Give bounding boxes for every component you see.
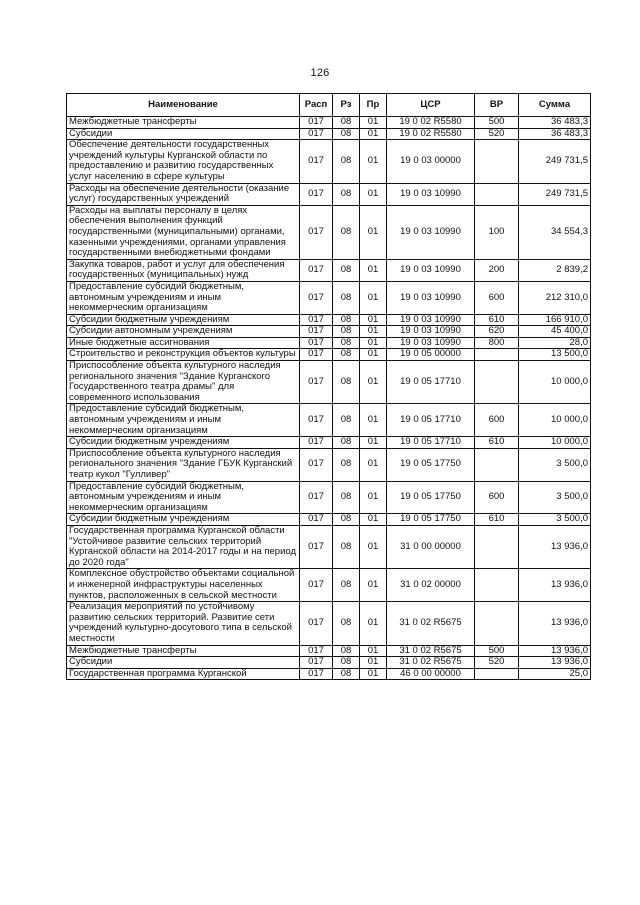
table-row — [67, 281, 591, 314]
cell-pr: 01 — [360, 448, 387, 481]
cell-vr — [475, 668, 519, 680]
cell-rz: 08 — [333, 404, 360, 437]
cell-rasp: 017 — [300, 117, 333, 129]
budget-table — [66, 93, 591, 680]
cell-rasp: 017 — [300, 602, 333, 645]
cell-csr: 19 0 03 10990 — [387, 205, 475, 259]
table-row — [67, 349, 591, 361]
cell-vr: 520 — [475, 657, 519, 669]
cell-rz: 08 — [333, 361, 360, 404]
cell-pr: 01 — [360, 117, 387, 129]
cell-csr: 19 0 03 10990 — [387, 183, 475, 205]
table-row — [67, 140, 591, 183]
cell-rasp: 017 — [300, 481, 333, 514]
cell-pr: 01 — [360, 437, 387, 449]
table-row — [67, 361, 591, 404]
table-row — [67, 525, 591, 568]
cell-sum: 13 936,0 — [519, 525, 591, 568]
cell-rasp: 017 — [300, 281, 333, 314]
cell-vr: 100 — [475, 205, 519, 259]
cell-vr: 620 — [475, 326, 519, 338]
cell-rz: 08 — [333, 314, 360, 326]
cell-name: Предоставление субсидий бюджетным, автономным учреждениям и иным некоммерческим организациям — [67, 281, 300, 314]
cell-rasp: 017 — [300, 183, 333, 205]
cell-name: Субсидии бюджетным учреждениям — [67, 514, 300, 526]
table-row — [67, 657, 591, 669]
table-row — [67, 448, 591, 481]
cell-vr: 610 — [475, 514, 519, 526]
cell-csr: 31 0 02 R5675 — [387, 602, 475, 645]
table-row — [67, 259, 591, 281]
cell-rz: 08 — [333, 183, 360, 205]
cell-vr — [475, 140, 519, 183]
cell-sum: 10 000,0 — [519, 437, 591, 449]
cell-name: Приспособление объекта культурного наследия регионального значения "Здание Курганского Государственного театра драмы" для современного использования — [67, 361, 300, 404]
cell-sum: 2 839,2 — [519, 259, 591, 281]
cell-csr: 31 0 02 R5675 — [387, 645, 475, 657]
cell-rz: 08 — [333, 140, 360, 183]
cell-rasp: 017 — [300, 668, 333, 680]
cell-vr: 600 — [475, 481, 519, 514]
cell-pr: 01 — [360, 404, 387, 437]
cell-csr: 19 0 05 17710 — [387, 404, 475, 437]
cell-rasp: 017 — [300, 645, 333, 657]
cell-csr: 31 0 00 00000 — [387, 525, 475, 568]
cell-rz: 08 — [333, 448, 360, 481]
cell-sum: 3 500,0 — [519, 481, 591, 514]
cell-rz: 08 — [333, 602, 360, 645]
cell-sum: 3 500,0 — [519, 448, 591, 481]
cell-pr: 01 — [360, 349, 387, 361]
table-row — [67, 514, 591, 526]
cell-sum: 3 500,0 — [519, 514, 591, 526]
cell-pr: 01 — [360, 183, 387, 205]
cell-pr: 01 — [360, 326, 387, 338]
column-header-vr: ВР — [475, 94, 519, 117]
cell-csr: 19 0 03 00000 — [387, 140, 475, 183]
cell-name: Предоставление субсидий бюджетным, автономным учреждениям и иным некоммерческим организациям — [67, 404, 300, 437]
cell-rasp: 017 — [300, 337, 333, 349]
cell-name: Субсидии автономным учреждениям — [67, 326, 300, 338]
cell-rasp: 017 — [300, 525, 333, 568]
cell-vr — [475, 569, 519, 602]
cell-rz: 08 — [333, 481, 360, 514]
cell-rasp: 017 — [300, 361, 333, 404]
cell-rz: 08 — [333, 259, 360, 281]
cell-rz: 08 — [333, 525, 360, 568]
table-row — [67, 205, 591, 259]
table-row — [67, 314, 591, 326]
cell-name: Субсидии бюджетным учреждениям — [67, 437, 300, 449]
cell-pr: 01 — [360, 259, 387, 281]
table-row — [67, 128, 591, 140]
cell-pr: 01 — [360, 645, 387, 657]
cell-vr — [475, 602, 519, 645]
cell-csr: 19 0 05 00000 — [387, 349, 475, 361]
cell-sum: 34 554,3 — [519, 205, 591, 259]
cell-pr: 01 — [360, 337, 387, 349]
cell-rz: 08 — [333, 117, 360, 129]
cell-rasp: 017 — [300, 657, 333, 669]
cell-name: Иные бюджетные ассигнования — [67, 337, 300, 349]
column-header-rasp: Расп — [300, 94, 333, 117]
cell-csr: 31 0 02 00000 — [387, 569, 475, 602]
cell-name: Межбюджетные трансферты — [67, 645, 300, 657]
cell-rz: 08 — [333, 337, 360, 349]
cell-pr: 01 — [360, 361, 387, 404]
cell-name: Приспособление объекта культурного наследия регионального значения "Здание ГБУК Курганский театр кукол "Гулливер" — [67, 448, 300, 481]
cell-pr: 01 — [360, 128, 387, 140]
cell-pr: 01 — [360, 525, 387, 568]
cell-vr: 800 — [475, 337, 519, 349]
cell-rasp: 017 — [300, 326, 333, 338]
cell-vr: 610 — [475, 437, 519, 449]
cell-name: Реализация мероприятий по устойчивому развитию сельских территорий. Развитие сети учреждений культурно-досугового типа в сельской местности — [67, 602, 300, 645]
cell-vr: 600 — [475, 404, 519, 437]
cell-csr: 19 0 05 17750 — [387, 448, 475, 481]
cell-name: Комплексное обустройство объектами социальной и инженерной инфраструктуры населенных пунктов, расположенных в сельской местности — [67, 569, 300, 602]
cell-name: Обеспечение деятельности государственных учреждений культуры Курганской области по предоставлению и развитию государственных услуг населению в сфере культуры — [67, 140, 300, 183]
cell-rz: 08 — [333, 569, 360, 602]
table-header-row — [67, 94, 591, 117]
cell-rz: 08 — [333, 349, 360, 361]
cell-vr: 610 — [475, 314, 519, 326]
cell-sum: 13 500,0 — [519, 349, 591, 361]
cell-name: Государственная программа Курганской области "Устойчивое развитие сельских территорий Курганской области на 2014-2017 годы и на период до 2020 года" — [67, 525, 300, 568]
cell-pr: 01 — [360, 657, 387, 669]
cell-csr: 19 0 05 17710 — [387, 361, 475, 404]
cell-csr: 19 0 03 10990 — [387, 337, 475, 349]
cell-vr: 500 — [475, 645, 519, 657]
cell-csr: 19 0 03 10990 — [387, 326, 475, 338]
cell-rz: 08 — [333, 514, 360, 526]
cell-vr — [475, 448, 519, 481]
cell-vr — [475, 183, 519, 205]
cell-name: Субсидии — [67, 657, 300, 669]
cell-sum: 36 483,3 — [519, 117, 591, 129]
cell-vr: 500 — [475, 117, 519, 129]
cell-sum: 28,0 — [519, 337, 591, 349]
cell-rz: 08 — [333, 281, 360, 314]
cell-rasp: 017 — [300, 205, 333, 259]
cell-vr — [475, 361, 519, 404]
cell-pr: 01 — [360, 569, 387, 602]
cell-sum: 45 400,0 — [519, 326, 591, 338]
cell-rasp: 017 — [300, 569, 333, 602]
cell-csr: 46 0 00 00000 — [387, 668, 475, 680]
cell-name: Государственная программа Курганской — [67, 668, 300, 680]
cell-rasp: 017 — [300, 128, 333, 140]
cell-pr: 01 — [360, 514, 387, 526]
cell-sum: 25,0 — [519, 668, 591, 680]
cell-csr: 19 0 03 10990 — [387, 259, 475, 281]
table-row — [67, 183, 591, 205]
cell-vr — [475, 349, 519, 361]
cell-name: Строительство и реконструкция объектов культуры — [67, 349, 300, 361]
cell-csr: 19 0 05 17750 — [387, 514, 475, 526]
column-header-name: Наименование — [67, 94, 300, 117]
table-row — [67, 337, 591, 349]
cell-pr: 01 — [360, 481, 387, 514]
cell-rz: 08 — [333, 326, 360, 338]
cell-vr: 200 — [475, 259, 519, 281]
cell-pr: 01 — [360, 314, 387, 326]
cell-rasp: 017 — [300, 349, 333, 361]
table-row — [67, 117, 591, 129]
cell-rasp: 017 — [300, 448, 333, 481]
cell-sum: 166 910,0 — [519, 314, 591, 326]
cell-pr: 01 — [360, 140, 387, 183]
table-row — [67, 326, 591, 338]
cell-name: Закупка товаров, работ и услуг для обеспечения государственных (муниципальных) нужд — [67, 259, 300, 281]
table-row — [67, 437, 591, 449]
cell-sum: 212 310,0 — [519, 281, 591, 314]
table-row — [67, 602, 591, 645]
cell-sum: 13 936,0 — [519, 602, 591, 645]
cell-rz: 08 — [333, 645, 360, 657]
cell-name: Субсидии — [67, 128, 300, 140]
cell-sum: 249 731,5 — [519, 140, 591, 183]
cell-rasp: 017 — [300, 437, 333, 449]
table-row — [67, 404, 591, 437]
cell-rasp: 017 — [300, 314, 333, 326]
cell-csr: 19 0 05 17710 — [387, 437, 475, 449]
cell-name: Расходы на обеспечение деятельности (оказание услуг) государственных учреждений — [67, 183, 300, 205]
cell-rz: 08 — [333, 205, 360, 259]
cell-rz: 08 — [333, 657, 360, 669]
column-header-csr: ЦСР — [387, 94, 475, 117]
cell-rasp: 017 — [300, 404, 333, 437]
cell-sum: 36 483,3 — [519, 128, 591, 140]
cell-pr: 01 — [360, 602, 387, 645]
column-header-rz: Рз — [333, 94, 360, 117]
cell-rz: 08 — [333, 437, 360, 449]
cell-vr: 600 — [475, 281, 519, 314]
table-row — [67, 569, 591, 602]
cell-sum: 13 936,0 — [519, 645, 591, 657]
cell-name: Субсидии бюджетным учреждениям — [67, 314, 300, 326]
cell-pr: 01 — [360, 281, 387, 314]
cell-csr: 19 0 03 10990 — [387, 281, 475, 314]
table-row — [67, 481, 591, 514]
cell-csr: 31 0 02 R5675 — [387, 657, 475, 669]
cell-pr: 01 — [360, 668, 387, 680]
cell-name: Межбюджетные трансферты — [67, 117, 300, 129]
cell-rasp: 017 — [300, 140, 333, 183]
cell-rasp: 017 — [300, 514, 333, 526]
cell-rasp: 017 — [300, 259, 333, 281]
cell-vr — [475, 525, 519, 568]
table-row — [67, 645, 591, 657]
cell-name: Расходы на выплаты персоналу в целях обеспечения выполнения функций государственными (муниципальными) органами, казенными учреждениями, органами управления государственными внебюджетными фондами — [67, 205, 300, 259]
cell-sum: 10 000,0 — [519, 404, 591, 437]
cell-csr: 19 0 02 R5580 — [387, 117, 475, 129]
table-row — [67, 668, 591, 680]
cell-csr: 19 0 02 R5580 — [387, 128, 475, 140]
cell-csr: 19 0 03 10990 — [387, 314, 475, 326]
cell-vr: 520 — [475, 128, 519, 140]
page-number: 126 — [310, 67, 330, 79]
cell-name: Предоставление субсидий бюджетным, автономным учреждениям и иным некоммерческим организациям — [67, 481, 300, 514]
cell-pr: 01 — [360, 205, 387, 259]
cell-sum: 13 936,0 — [519, 569, 591, 602]
cell-csr: 19 0 05 17750 — [387, 481, 475, 514]
cell-sum: 249 731,5 — [519, 183, 591, 205]
cell-rz: 08 — [333, 668, 360, 680]
cell-sum: 13 936,0 — [519, 657, 591, 669]
column-header-sum: Сумма — [519, 94, 591, 117]
cell-sum: 10 000,0 — [519, 361, 591, 404]
column-header-pr: Пр — [360, 94, 387, 117]
cell-rz: 08 — [333, 128, 360, 140]
